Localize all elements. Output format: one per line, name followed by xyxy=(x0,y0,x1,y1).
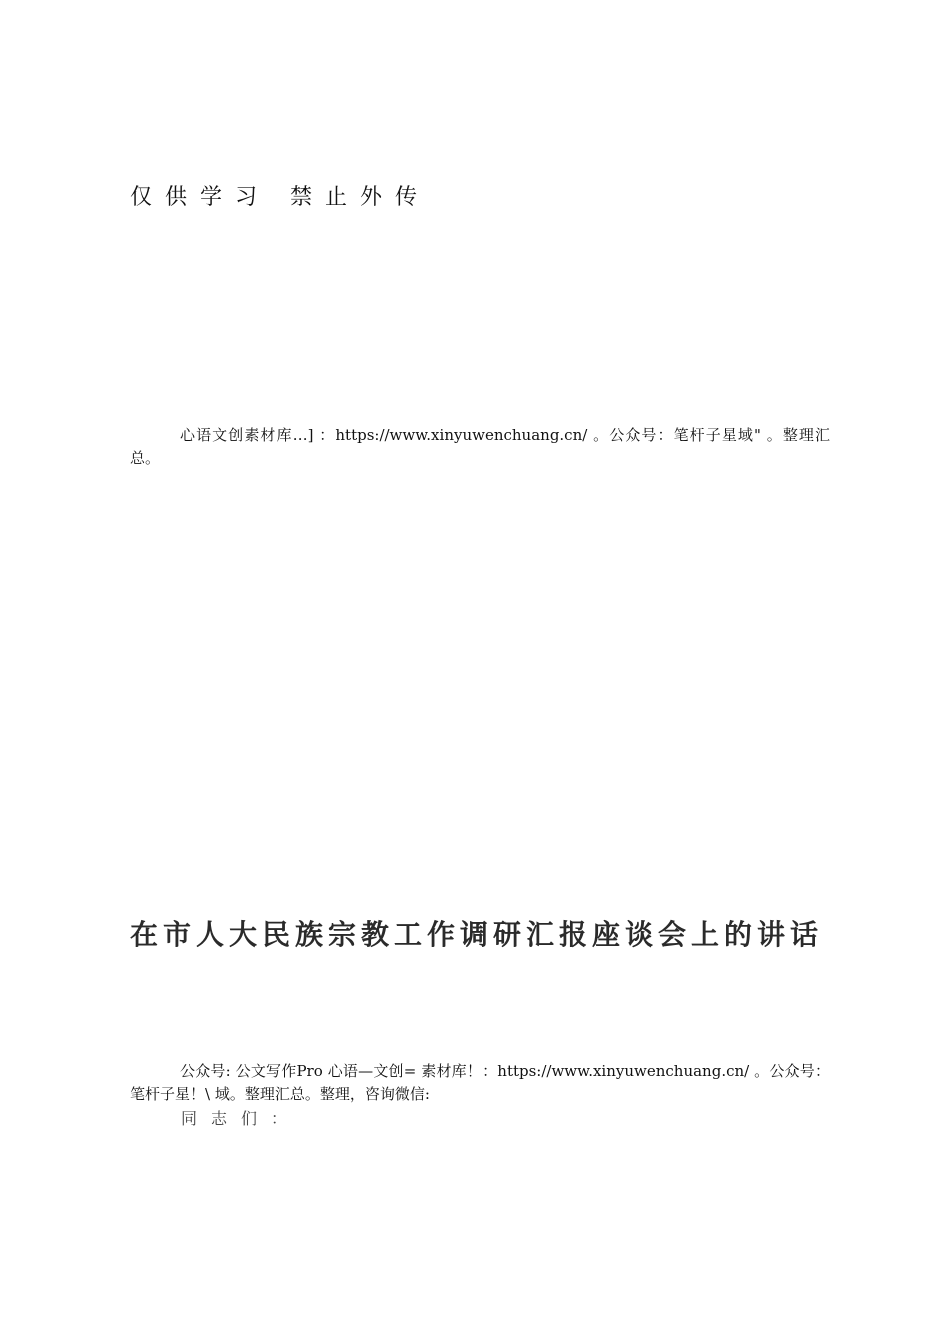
source-paragraph: 公众号: 公文写作Pro 心语—文创= 素材库！：https://www.xinyuwenchuang.cn/ 。公众号：笔杆子星！\ 域。整理汇总。整理，咨询微信: xyxy=(130,1062,830,1103)
salutation: 同志们： xyxy=(181,1109,302,1128)
confidential-notice: 仅供学习 禁止外传 xyxy=(130,185,430,210)
intro-paragraph: 心语文创素材库…] ：https://www.xinyuwenchuang.cn/ 。公众号：笔杆子星域" 。整理汇总。 xyxy=(130,426,830,467)
document-title: 在市人大民族宗教工作调研汇报座谈会上的讲话 xyxy=(130,918,824,951)
